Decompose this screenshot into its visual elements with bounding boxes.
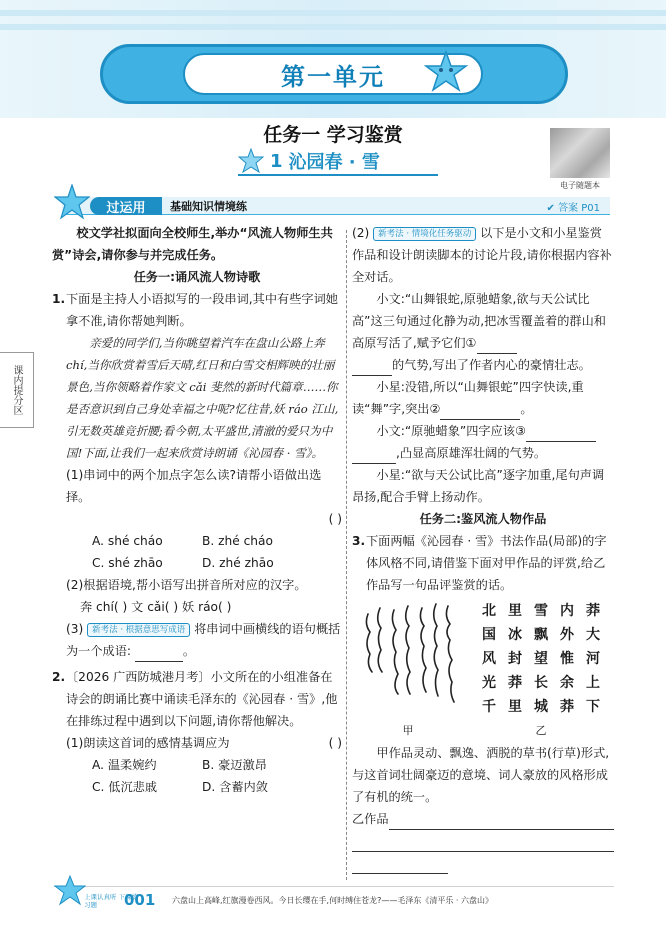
sentence-end: 。 [182,644,196,658]
option-c[interactable]: C. shé zhāo [92,556,163,570]
calligraphy-char: 国 [482,627,496,643]
calligraphy-char: 大 [586,627,600,643]
subquestion-3 [66,618,342,662]
q2-subquestion-2 [352,222,614,288]
answer-blank-1b[interactable] [352,360,392,376]
dialogue-4: 小星:“欲与天公试比高”逐字加重,尾句声调昂扬,配合手臂上扬动作。 [352,468,605,504]
cursive-script-icon [358,600,458,720]
star-icon [54,875,86,907]
dialogue-1 [352,288,614,354]
question-stem: 下面两幅《沁园春 · 雪》书法作品(局部)的字体风格不同,请借鉴下面对甲作品的评赏,给乙作品写一句品评鉴赏的话。 [366,534,607,592]
calligraphy-char: 雪 [534,603,548,619]
unit-banner [100,44,568,104]
answer-row [352,808,614,830]
answer-line-1[interactable] [389,814,614,830]
dialogue-3-cont [352,442,614,464]
new-method-tag: 新考法 · 情境化任务驱动 [373,227,476,241]
answer-label: 乙作品 [352,812,389,826]
subquestion-1 [66,732,342,754]
dialogue-text: 的气势,写出了作者内心的豪情壮志。 [392,358,591,372]
calligraphy-char: 里 [508,603,522,619]
question-number: 3. [352,534,366,548]
task2-title: 任务二:鉴风流人物作品 [419,512,547,526]
footer-mascot-icon [54,875,86,907]
pinyin-fill[interactable]: 奔 chí( ) 文 cǎi( ) 妖 ráo( ) [80,600,232,614]
dialogue-2 [352,376,614,420]
question-number: 2. [52,670,66,684]
calligraphy-char: 冰 [508,627,522,643]
calligraphy-char: 下 [586,699,600,715]
question-2 [52,666,342,798]
review-text: 甲作品灵动、飘逸、洒脱的草书(行草)形式,与这首词壮阔豪迈的意境、词人豪放的风格形成了有机的统一。 [352,746,610,804]
dialogue-text: 小文:“山舞银蛇,原驰蜡象,欲与天公试比高”这三句通过化静为动,把冰雪覆盖着的群山和高原写活了,赋予它们① [352,292,606,350]
calligraphy-char: 光 [482,675,496,691]
task1-title: 任务一:诵风流人物诗歌 [133,270,261,284]
subquestion-2: (2)根据语境,帮小语写出拼音所对应的汉字。 [66,578,307,592]
subquestion-number: (3) [66,622,84,636]
label-jia: 甲 [402,724,414,737]
options-row [66,530,342,552]
footer-motto: 上课认真听 下课练习题 [84,893,139,909]
calligraphy-regular [476,600,606,720]
answer-paren[interactable]: ( ) [328,512,342,526]
dialogue-end: 。 [520,402,533,416]
question-stem: 〔2026 广西防城港月考〕小文所在的小组准备在诗会的朗诵比赛中诵读毛泽东的《沁园春 · 雪》,他在排练过程中遇到以下问题,请你帮他解决。 [66,670,338,728]
mascot-star-icon [424,50,468,94]
answer-paren[interactable]: ( ) [328,736,342,750]
new-method-tag: 新考法 · 根据意思写成语 [87,623,190,637]
answer-blank-3b[interactable] [352,448,396,464]
star-icon [238,148,264,174]
qr-label: 电子随题本 [560,181,600,190]
subquestion-text: 以下是小文和小星鉴赏作品和设计朗读脚本的讨论片段,请你根据内容补全对话。 [352,226,612,284]
calligraphy-char: 上 [586,675,600,691]
calligraphy-char: 惟 [560,651,574,667]
lesson-title [238,148,438,176]
label-yi: 乙 [535,724,547,737]
answer-label: 答案 P01 [558,203,600,214]
answer-blank-2[interactable] [440,404,520,420]
answer-blank-1[interactable] [477,338,517,354]
calligraphy-char: 河 [586,651,600,667]
calligraphy-char: 城 [534,699,548,715]
section-bar [62,197,610,215]
option-d[interactable]: D. 含蓄内敛 [202,780,268,794]
answer-blank[interactable] [135,646,183,662]
calligraphy-char: 望 [534,651,548,667]
task-title: 任务一 学习鉴赏 [263,124,403,146]
calligraphy-char: 余 [560,675,574,691]
calligraphy-char: 莽 [586,603,600,619]
subquestion-text: (1)串词中的两个加点字怎么读?请帮小语做出选择。 [66,468,322,504]
band-stripe [0,10,666,16]
dialogue-1-cont [352,354,614,376]
section-subtitle: 基础知识情境练 [170,200,247,213]
lesson-number: 1 [270,150,283,172]
intro-text: 校文学社拟面向全校师生,举办“风流人物师生共赏”诗会,请你参与并完成任务。 [52,226,333,262]
column-divider [346,230,347,880]
section-mascot-icon [54,184,90,220]
subquestion-text: (1)朗读这首词的感情基调应为 [66,736,230,750]
lesson-name: 沁园春 · 雪 [288,152,380,173]
calligraphy-pair [358,600,614,720]
footer [54,886,614,914]
option-b[interactable]: B. 豪迈激昂 [202,758,267,772]
calligraphy-char: 莽 [560,699,574,715]
qr-code[interactable] [550,128,610,178]
calligraphy-labels [358,720,614,742]
question-3 [352,530,614,596]
answer-blank-3[interactable] [526,426,596,442]
subquestion-number: (2) [352,226,370,240]
option-a[interactable]: A. shé cháo [92,534,163,548]
options-row [66,552,342,574]
star-icon [424,50,468,94]
dialogue-3 [352,420,614,442]
left-column [52,222,342,798]
answer-link[interactable]: ✔ 答案 P01 [546,203,600,214]
calligraphy-char: 飘 [534,627,548,643]
calligraphy-char: 莽 [508,675,522,691]
option-a[interactable]: A. 温柔婉约 [92,758,157,772]
calligraphy-char: 内 [560,603,574,619]
option-b[interactable]: B. zhé cháo [202,534,273,548]
dialogue-text: 小星:没错,所以“山舞银蛇”四字快读,重读“舞”字,突出② [352,380,584,416]
calligraphy-char: 封 [508,651,522,667]
unit-title: 第一单元 [281,62,385,91]
calligraphy-char: 外 [560,627,574,643]
question-stem: 下面是主持人小语拟写的一段串词,其中有些字词她拿不准,请你帮她判断。 [66,292,338,328]
calligraphy-char: 风 [482,651,496,667]
calligraphy-char: 千 [482,699,496,715]
side-tab: 课内提分区 [0,352,34,428]
question-number: 1. [52,292,66,306]
host-passage: 亲爱的同学们,当你眺望着汽车在盘山公路上奔 chí,当你欣赏着雪后天晴,红日和白雪交相辉映的壮丽景色,当你领略着作家文 cǎi 斐然的新时代篇章……你是否意识到自己身处幸福之中呢?忆往昔,妖 ráo 江山,引无数英雄竞折腰;看今朝,太平盛世,清澈的爱只为中国!下面,让我们一起来欣赏诗朗诵《沁园春 · 雪》。 [66,336,339,460]
option-c[interactable]: C. 低沉悲戚 [92,780,158,794]
section-tag: 过运用 [90,197,162,215]
options-row [66,776,342,798]
subquestion-text: 将串词中画横线的语句概括为一个成语: [66,622,341,658]
star-icon [54,184,90,220]
footer-quote: 六盘山上高峰,红旗漫卷西风。今日长缨在手,何时缚住苍龙?——毛泽东《清平乐 · 六盘山》 [172,896,493,905]
dialogue-text: 小文:“原驰蜡象”四字应该③ [376,424,526,438]
option-d[interactable]: D. zhé zhāo [202,556,274,570]
lesson-star-icon [238,148,264,174]
answer-line-3[interactable] [352,854,448,874]
calligraphy-char: 里 [508,699,522,715]
calligraphy-char: 长 [534,675,548,691]
subquestion-1 [66,464,342,508]
calligraphy-char: 北 [482,603,496,619]
dialogue-text: ,凸显高原雄浑壮阔的气势。 [396,446,547,460]
question-1 [52,288,342,662]
answer-line-2[interactable] [352,832,614,852]
page-number: 001 [124,891,156,909]
band-stripe [0,24,666,30]
right-column [352,222,614,874]
options-row [66,754,342,776]
calligraphy-cursive-image [358,600,458,720]
